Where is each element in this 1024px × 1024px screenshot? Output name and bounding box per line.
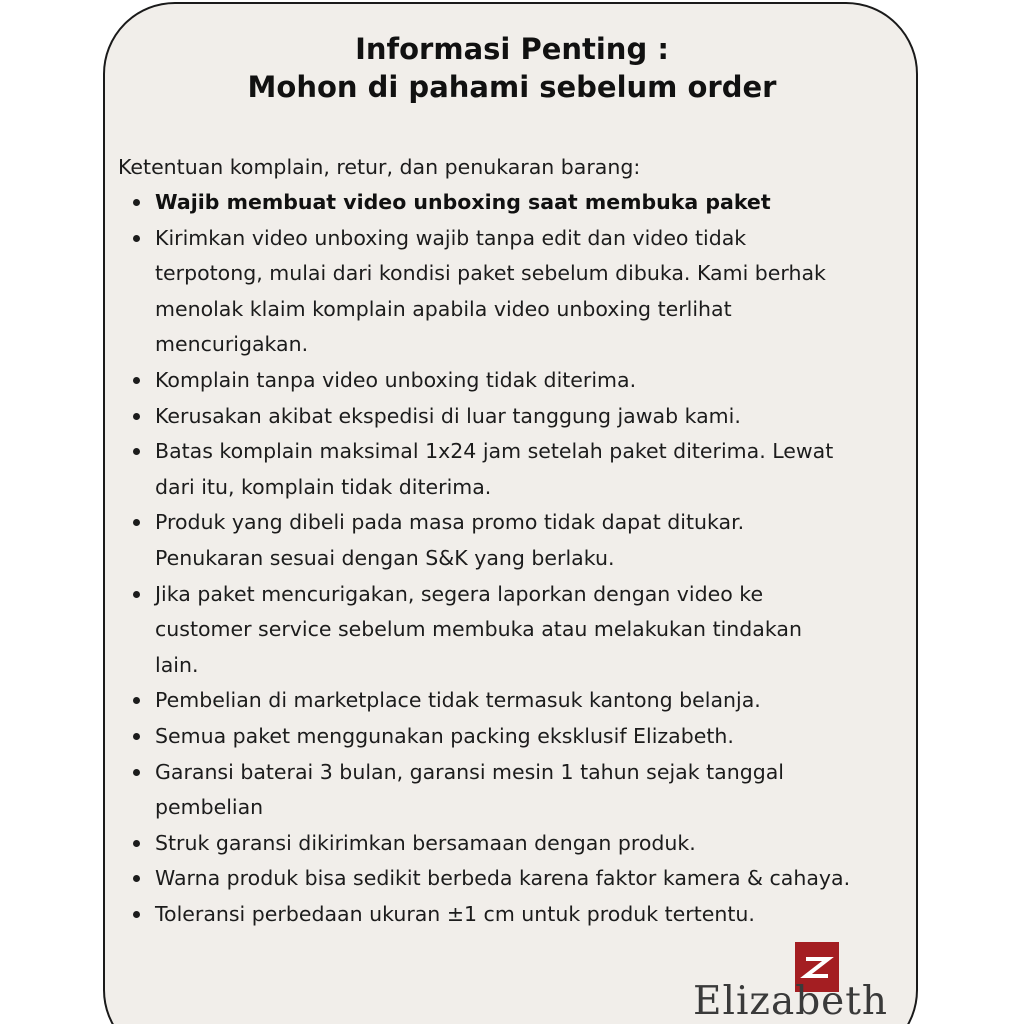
title-line-2: Mohon di pahami sebelum order: [247, 70, 777, 104]
rule-item: Kirimkan video unboxing wajib tanpa edit dan video tidak terpotong, mulai dari kondisi paket sebelum dibuka. Kami berhak menolak klaim komplain apabila video unboxing terlihat mencurigakan.: [118, 221, 918, 363]
rule-item: Wajib membuat video unboxing saat membuka paket: [118, 185, 918, 221]
bullet-icon: [133, 769, 140, 776]
bullet-icon: [133, 413, 140, 420]
rule-item: Kerusakan akibat ekspedisi di luar tanggung jawab kami.: [118, 399, 918, 435]
bullet-icon: [133, 875, 140, 882]
rule-item: Struk garansi dikirimkan bersamaan dengan produk.: [118, 826, 918, 862]
bullet-icon: [133, 448, 140, 455]
rule-item: Batas komplain maksimal 1x24 jam setelah paket diterima. Lewat dari itu, komplain tidak diterima.: [118, 434, 918, 505]
rule-item: Toleransi perbedaan ukuran ±1 cm untuk produk tertentu.: [118, 897, 918, 933]
page-title: [0, 30, 1024, 106]
bullet-icon: [133, 697, 140, 704]
rule-item: Garansi baterai 3 bulan, garansi mesin 1 tahun sejak tanggal pembelian: [118, 755, 918, 826]
rule-item: Jika paket mencurigakan, segera laporkan dengan video ke customer service sebelum membuka atau melakukan tindakan lain.: [118, 577, 918, 684]
rule-item: Warna produk bisa sedikit berbeda karena faktor kamera & cahaya.: [118, 861, 918, 897]
intro-text: Ketentuan komplain, retur, dan penukaran barang:: [118, 155, 641, 179]
bullet-icon: [133, 377, 140, 384]
rule-item: Komplain tanpa video unboxing tidak diterima.: [118, 363, 918, 399]
brand-name: Elizabeth: [693, 979, 889, 1024]
bullet-icon: [133, 199, 140, 206]
rule-item: Semua paket menggunakan packing eksklusif Elizabeth.: [118, 719, 918, 755]
bullet-icon: [133, 591, 140, 598]
bullet-icon: [133, 235, 140, 242]
bullet-icon: [133, 911, 140, 918]
title-line-1: Informasi Penting :: [355, 32, 669, 66]
bullet-icon: [133, 840, 140, 847]
bullet-icon: [133, 519, 140, 526]
rule-item: Pembelian di marketplace tidak termasuk kantong belanja.: [118, 683, 918, 719]
rules-list: [118, 185, 918, 932]
bullet-icon: [133, 733, 140, 740]
rule-item: Produk yang dibeli pada masa promo tidak dapat ditukar. Penukaran sesuai dengan S&K yang berlaku.: [118, 505, 918, 576]
